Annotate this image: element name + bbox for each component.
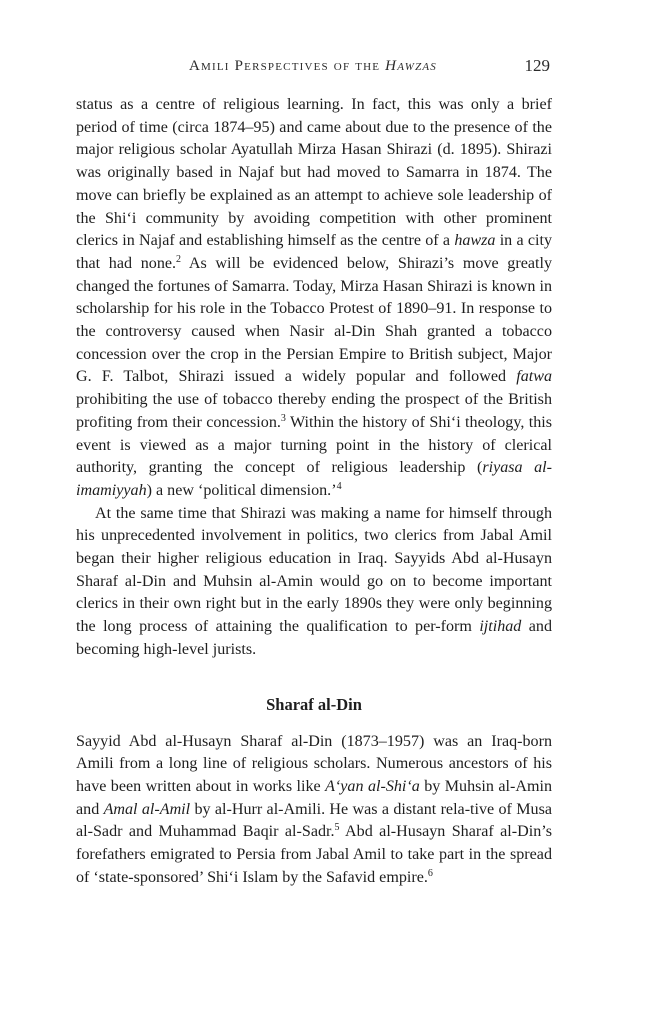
- text-run: in a city that had none.: [76, 232, 552, 272]
- page-number: 129: [524, 56, 550, 75]
- text-run: Within the history of Shi‘i theology, this event is viewed as a major turning point in the history of clerical authority, granting the concept of religious leadership (: [76, 413, 552, 477]
- italic-term: ijtihad: [479, 618, 522, 636]
- footnote-marker[interactable]: 4: [336, 480, 342, 492]
- italic-term: A‘yan al-Shi‘a: [325, 777, 420, 795]
- italic-term: hawza: [454, 232, 496, 250]
- running-title-italic: Hawzas: [385, 58, 437, 74]
- footnote-marker[interactable]: 3: [280, 412, 286, 424]
- text-run: Abd al-Husayn Sharaf al-Din’s forefathers emigrated to Persia from Jabal Amil to take part in the spread of ‘state-sponsored’ Shi‘i Islam by the Safavid empire.: [76, 823, 552, 886]
- paragraph-1: [76, 94, 552, 503]
- running-title-text: Amili Perspectives of the: [189, 58, 386, 74]
- footnote-marker[interactable]: 6: [427, 867, 433, 879]
- section-heading: Sharaf al-Din: [266, 694, 362, 714]
- italic-term: riyasa al-imamiyyah: [76, 459, 553, 499]
- text-run: by Muhsin al-Amin and: [76, 777, 552, 818]
- running-title: [76, 58, 550, 75]
- footnote-marker[interactable]: 2: [176, 253, 182, 265]
- text-run: and becoming high-level jurists.: [76, 618, 552, 658]
- italic-term: fatwa: [516, 368, 552, 386]
- text-run: by al-Hurr al-Amili. He was a distant rela-tive of Musa al-Sadr and Muhammad Baqir al-Sadr.: [76, 800, 552, 841]
- running-header: [76, 58, 550, 82]
- text-run: status as a centre of religious learning. In fact, this was only a brief period of time (circa 1874–95) and came about due to the presence of the major religious scholar Ayatullah Mirza Hasan Shirazi (d. 1895). Shirazi was originally based in Najaf but had moved to Samarra in 1874. The move can briefly be explained as an attempt to achieve sole leadership of the Shi‘i community by avoiding competition with other prominent clerics in Najaf and establishing himself as the centre of a: [76, 96, 552, 250]
- text-run: At the same time that Shirazi was making a name for himself through his unprecedented involvement in politics, two clerics from Jabal Amil began their higher religious education in Iraq. Sayyids Abd al-Husayn Sharaf al-Din and Muhsin al-Amin would go on to become important clerics in their own right but in the early 1890s they were only beginning the long process of attaining the qualification to per-form: [76, 504, 552, 636]
- text-run: Sayyid Abd al-Husayn Sharaf al-Din (1873–1957) was an Iraq-born Amili from a long line of religious scholars. Numerous ancestors of his have been written about in works like: [76, 732, 552, 795]
- paragraph-2: [76, 503, 552, 662]
- footnote-marker[interactable]: 5: [334, 822, 340, 834]
- italic-term: Amal al-Amil: [103, 800, 191, 818]
- text-run: prohibiting the use of tobacco thereby ending the prospect of the British profiting from their concession.: [76, 391, 552, 431]
- text-run: ) a new ‘political dimension.’: [146, 481, 337, 499]
- paragraph-3: [76, 731, 552, 890]
- body-text: [76, 94, 552, 890]
- text-run: As will be evidenced below, Shirazi’s move greatly changed the fortunes of Samarra. Today, Mirza Hasan Shirazi is known in scholarship for his role in the Tobacco Protest of 1890–91. In response to the controversy caused when Nasir al-Din Shah granted a tobacco concession over the crop in the Persian Empire to British subject, Major G. F. Talbot, Shirazi issued a widely popular and followed: [76, 254, 552, 386]
